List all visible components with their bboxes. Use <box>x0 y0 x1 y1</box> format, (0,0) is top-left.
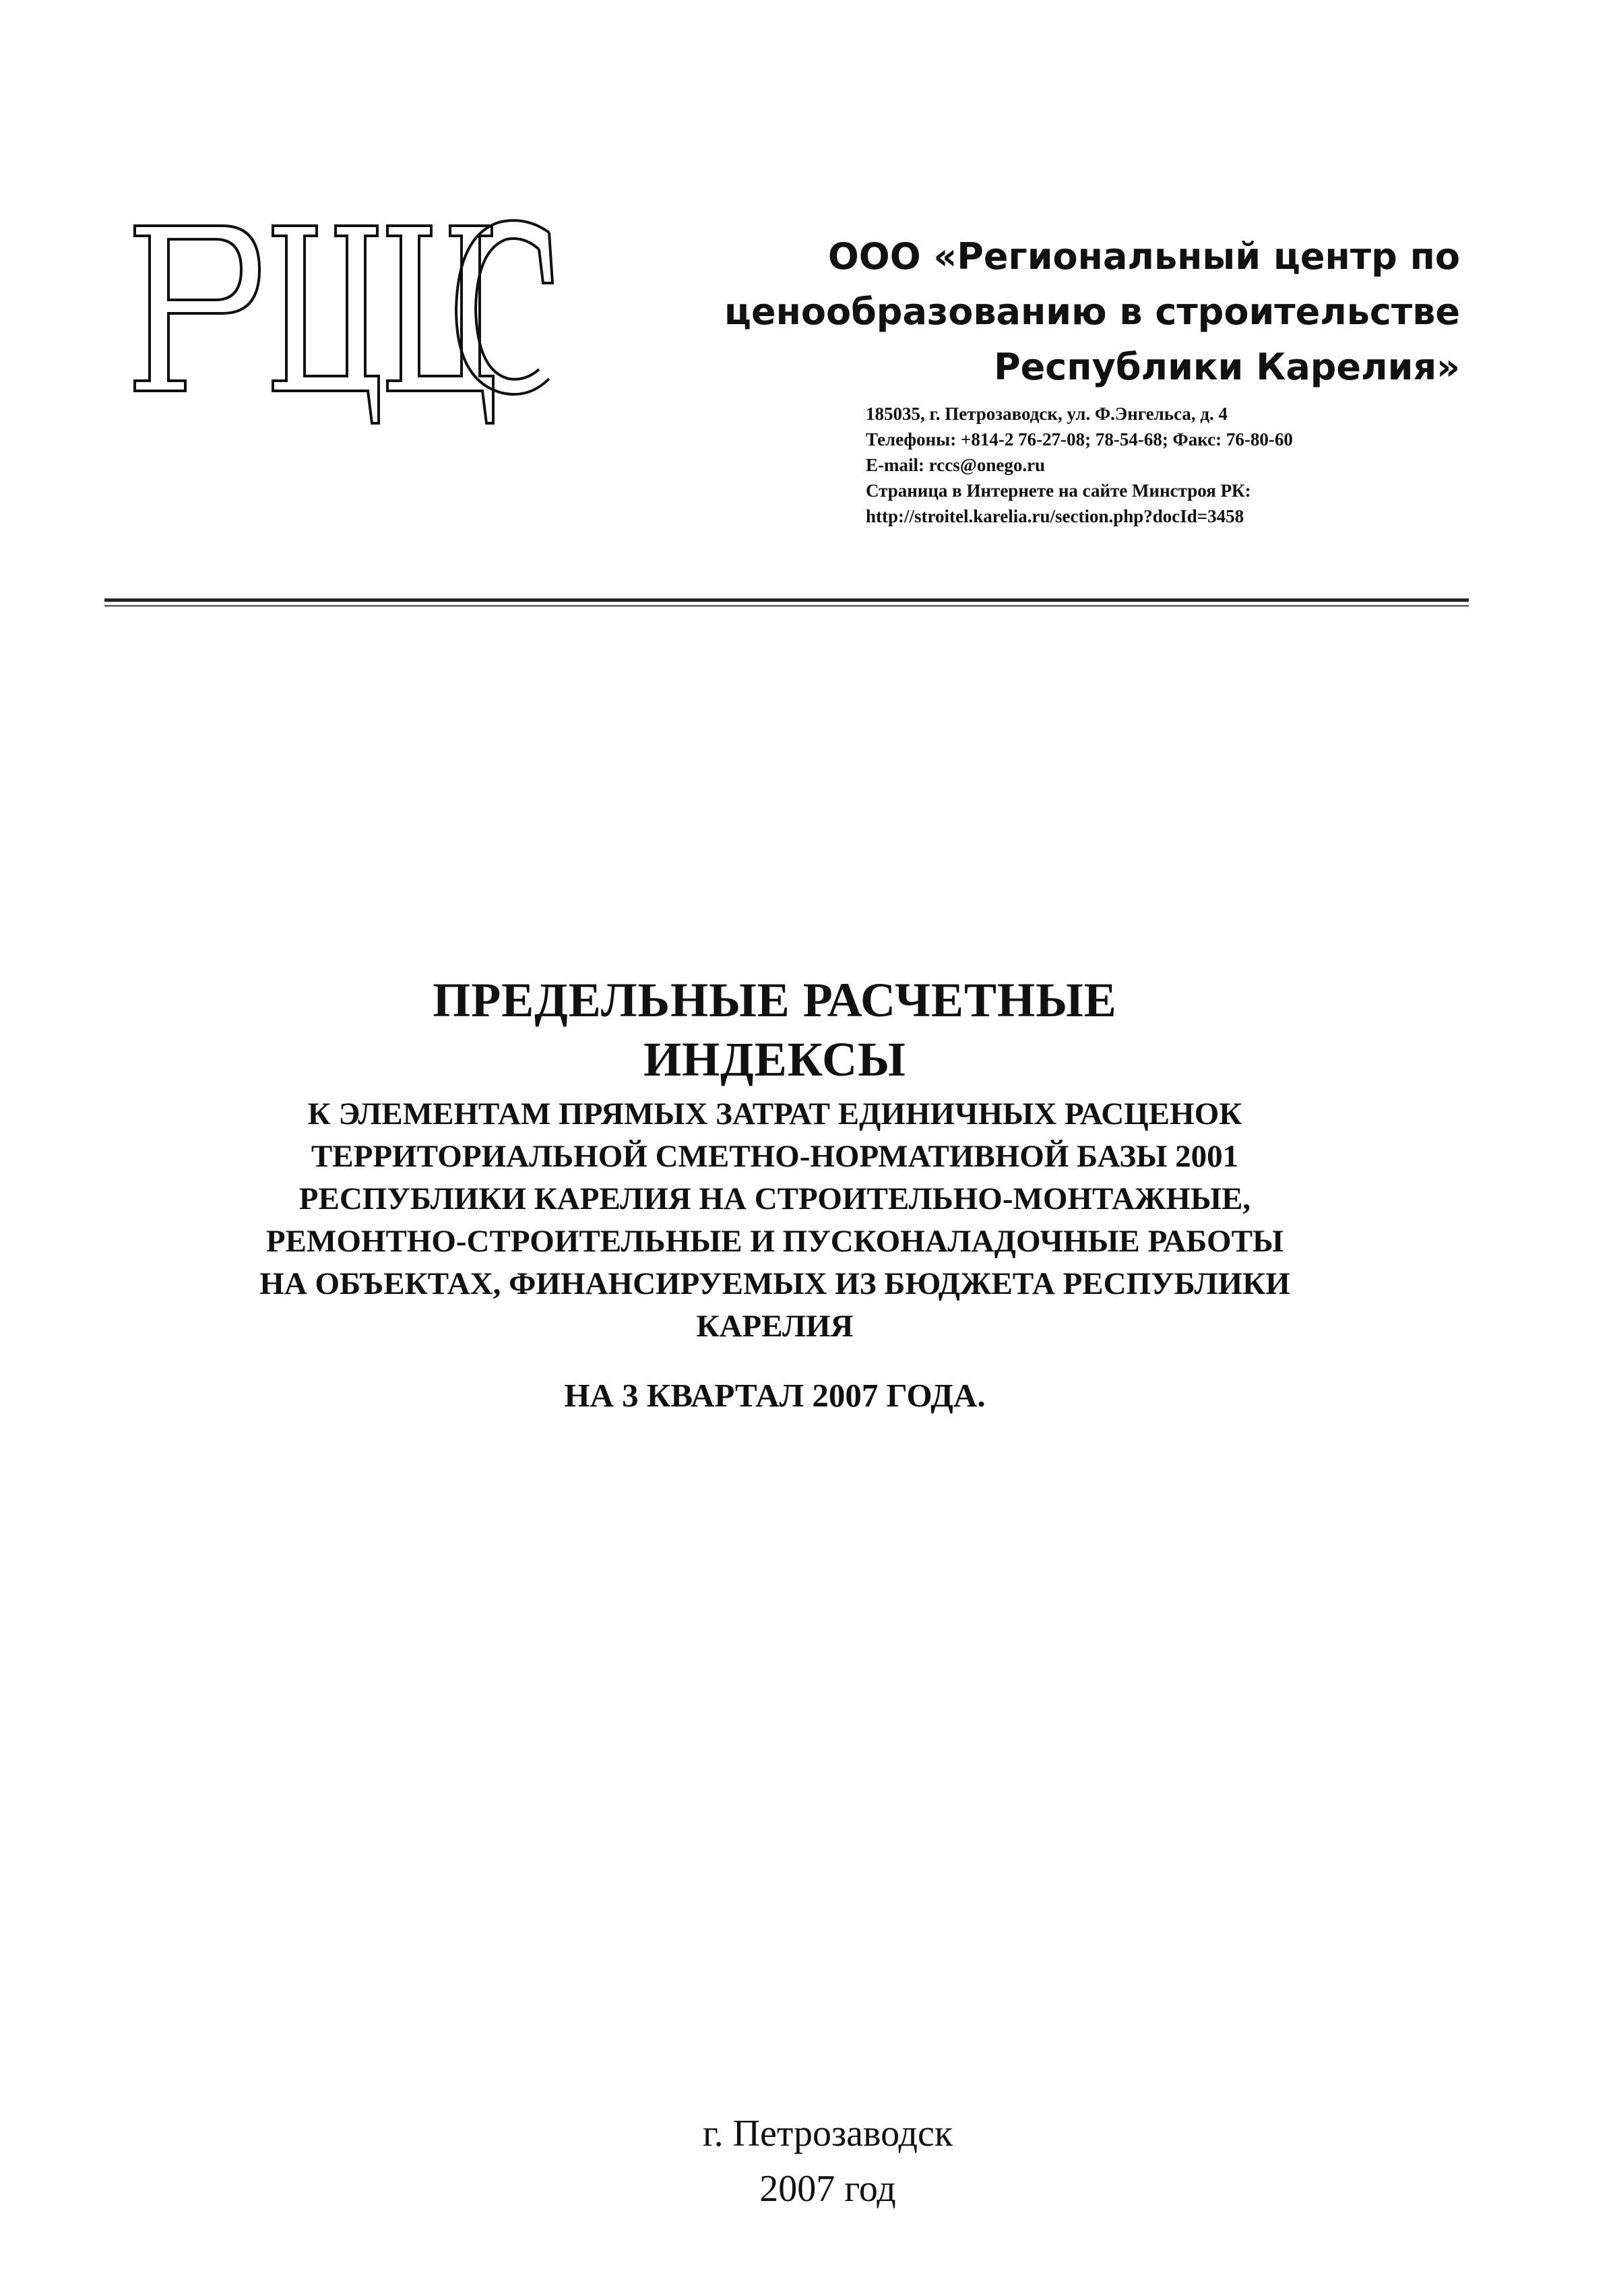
document-title <box>135 970 1415 1089</box>
organization-name-line-3: Республики Карелия» <box>994 346 1460 388</box>
document-subtitle-line-1: К ЭЛЕМЕНТАМ ПРЯМЫХ ЗАТРАТ ЕДИНИЧНЫХ РАСЦЕНОК <box>307 1096 1242 1131</box>
document-footer <box>0 2106 1615 2216</box>
document-title-line-2: ИНДЕКСЫ <box>643 1032 906 1086</box>
document-subtitle <box>135 1093 1415 1348</box>
document-subtitle-line-2: ТЕРРИТОРИАЛЬНОЙ СМЕТНО-НОРМАТИВНОЙ БАЗЫ 2001 <box>311 1139 1239 1174</box>
document-subtitle-line-6: КАРЕЛИЯ <box>696 1309 854 1344</box>
contact-email: E-mail: rccs@onego.ru <box>866 455 1046 475</box>
rccs-logo-graphic <box>121 202 552 431</box>
footer-city: г. Петрозаводск <box>702 2113 953 2154</box>
document-period: НА 3 КВАРТАЛ 2007 ГОДА. <box>564 1377 986 1414</box>
contact-website-label: Страница в Интернете на сайте Минстроя РК: <box>866 480 1251 501</box>
footer-year: 2007 год <box>759 2168 896 2210</box>
document-title-block <box>135 970 1415 1418</box>
document-subtitle-line-4: РЕМОНТНО-СТРОИТЕЛЬНЫЕ И ПУСКОНАЛАДОЧНЫЕ РАБОТЫ <box>265 1224 1284 1259</box>
document-subtitle-line-5: НА ОБЪЕКТАХ, ФИНАНСИРУЕМЫХ ИЗ БЮДЖЕТА РЕСПУБЛИКИ <box>259 1266 1290 1301</box>
organization-contacts <box>866 401 1472 529</box>
organization-name <box>530 229 1460 395</box>
rccs-logo <box>121 202 552 431</box>
organization-name-line-1: ООО «Региональный центр по <box>827 235 1460 278</box>
divider-thick-rule <box>104 598 1469 602</box>
document-subtitle-line-3: РЕСПУБЛИКИ КАРЕЛИЯ НА СТРОИТЕЛЬНО-МОНТАЖНЫЕ, <box>298 1181 1251 1216</box>
header-divider <box>104 598 1469 607</box>
contact-website-url: http://stroitel.karelia.ru/section.php?docId=3458 <box>866 506 1244 526</box>
organization-name-line-2: ценообразованию в строительстве <box>724 290 1460 333</box>
contact-phones: Телефоны: +814-2 76-27-08; 78-54-68; Факс: 76-80-60 <box>866 429 1293 449</box>
contact-address: 185035, г. Петрозаводск, ул. Ф.Энгельса, д. 4 <box>866 404 1228 424</box>
divider-thin-rule <box>104 605 1469 607</box>
document-title-line-1: ПРЕДЕЛЬНЫЕ РАСЧЕТНЫЕ <box>433 973 1117 1027</box>
